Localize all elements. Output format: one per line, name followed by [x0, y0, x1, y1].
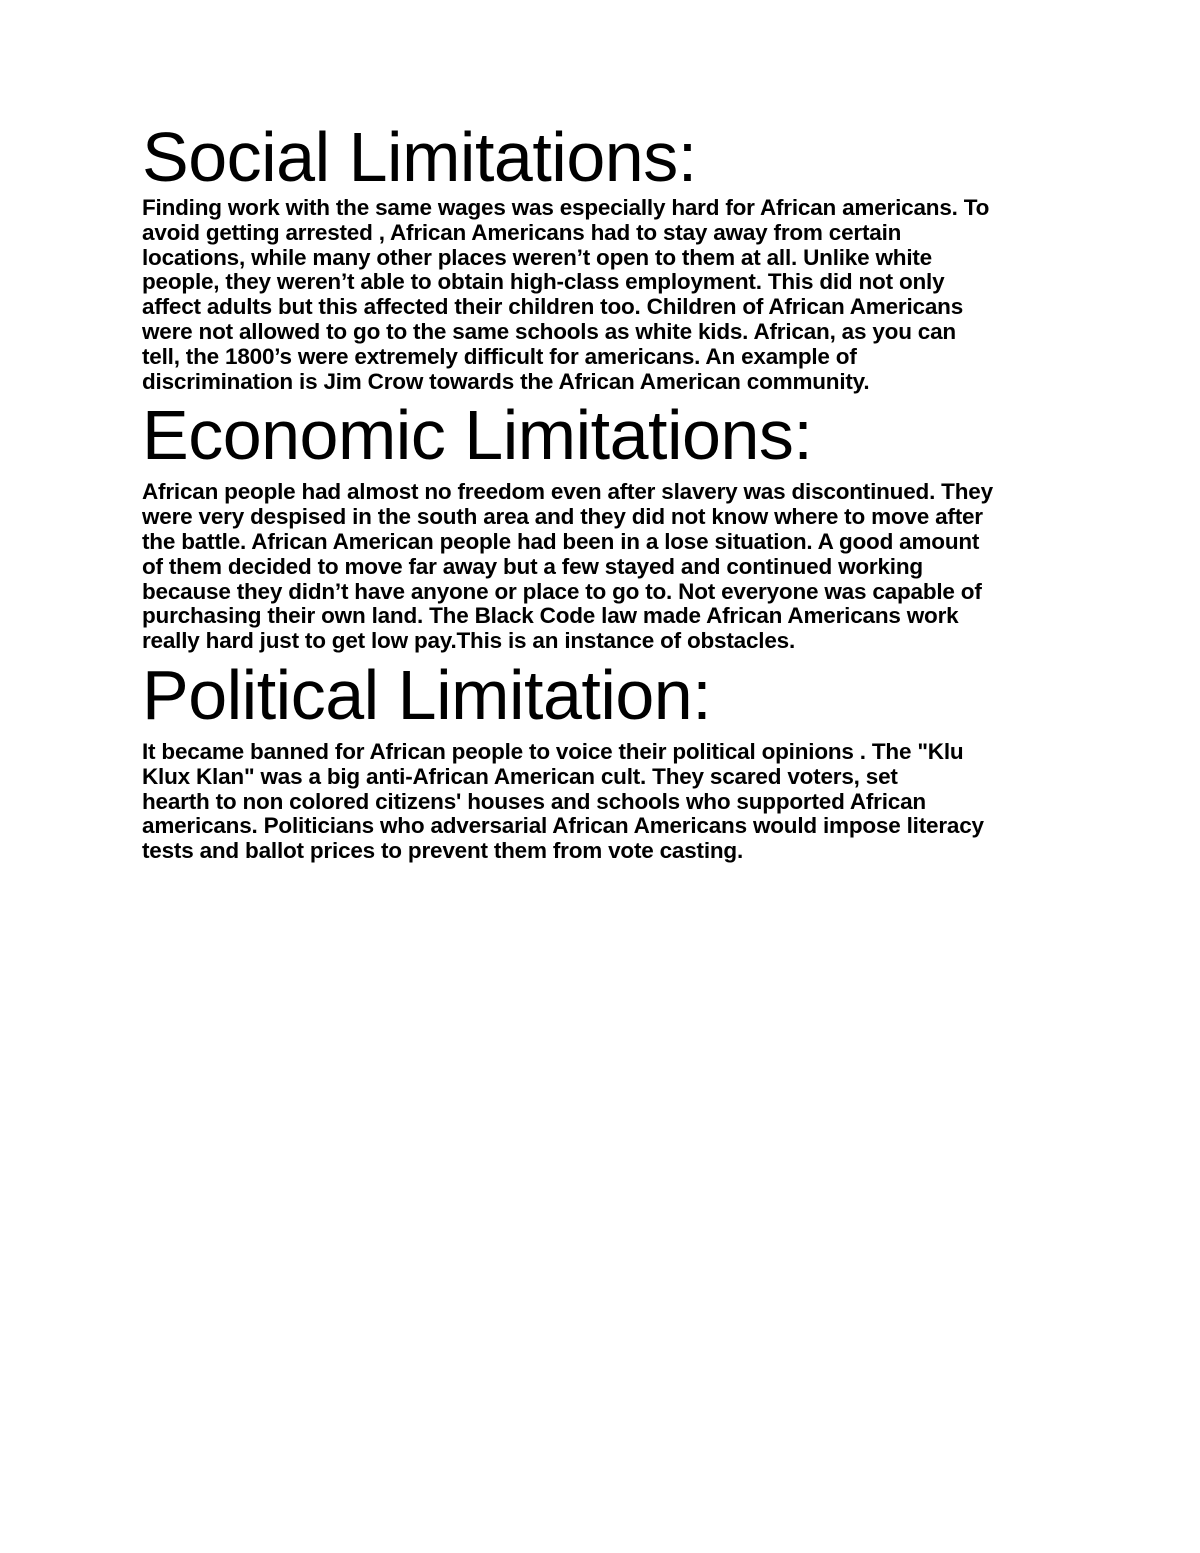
body-line: affect adults but this affected their children too. Children of African Americans: [142, 294, 964, 320]
body-line: Klux Klan" was a big anti-African American cult. They scared voters, set: [142, 763, 898, 789]
body-line: because they didn’t have anyone or place to go to. Not everyone was capable of: [142, 578, 982, 604]
body-line: hearth to non colored citizens' houses and schools who supported African: [142, 788, 926, 814]
economic-limitations-section: [142, 396, 1072, 654]
body-line: Finding work with the same wages was especially hard for African americans. To: [142, 195, 990, 220]
body-line: It became banned for African people to voice their political opinions . The "Klu: [142, 738, 964, 764]
section-heading-economic: Economic Limitations:: [142, 396, 813, 475]
body-line: of them decided to move far away but a few stayed and continued working: [142, 553, 923, 579]
social-limitations-section: [142, 118, 1072, 394]
body-line: tell, the 1800’s were extremely difficult for americans. An example of: [142, 343, 857, 369]
body-line: purchasing their own land. The Black Code law made African Americans work: [142, 603, 959, 629]
body-line: were very despised in the south area and they did not know where to move after: [142, 504, 983, 530]
political-limitation-section: [142, 656, 1072, 864]
section-heading-social: Social Limitations:: [142, 118, 697, 196]
body-line: African people had almost no freedom even after slavery was discontinued. They: [142, 479, 993, 505]
section-body-economic: [142, 480, 1072, 654]
body-line: americans. Politicians who adversarial African Americans would impose literacy: [142, 813, 984, 839]
body-line: avoid getting arrested , African Americans had to stay away from certain: [142, 219, 902, 245]
body-line: tests and ballot prices to prevent them from vote casting.: [142, 838, 744, 864]
body-line: locations, while many other places weren’t open to them at all. Unlike white: [142, 244, 932, 270]
body-line: the battle. African American people had been in a lose situation. A good amount: [142, 528, 980, 554]
section-heading-political: Political Limitation:: [142, 655, 712, 734]
section-body-political: [142, 740, 1072, 864]
document-page: [142, 118, 1072, 864]
body-line: really hard just to get low pay.This is an instance of obstacles.: [142, 628, 796, 654]
body-line: discrimination is Jim Crow towards the African American community.: [142, 368, 870, 394]
body-line: people, they weren’t able to obtain high-class employment. This did not only: [142, 269, 945, 295]
body-line: were not allowed to go to the same schools as white kids. African, as you can: [142, 318, 956, 344]
section-body-social: [142, 196, 1072, 394]
